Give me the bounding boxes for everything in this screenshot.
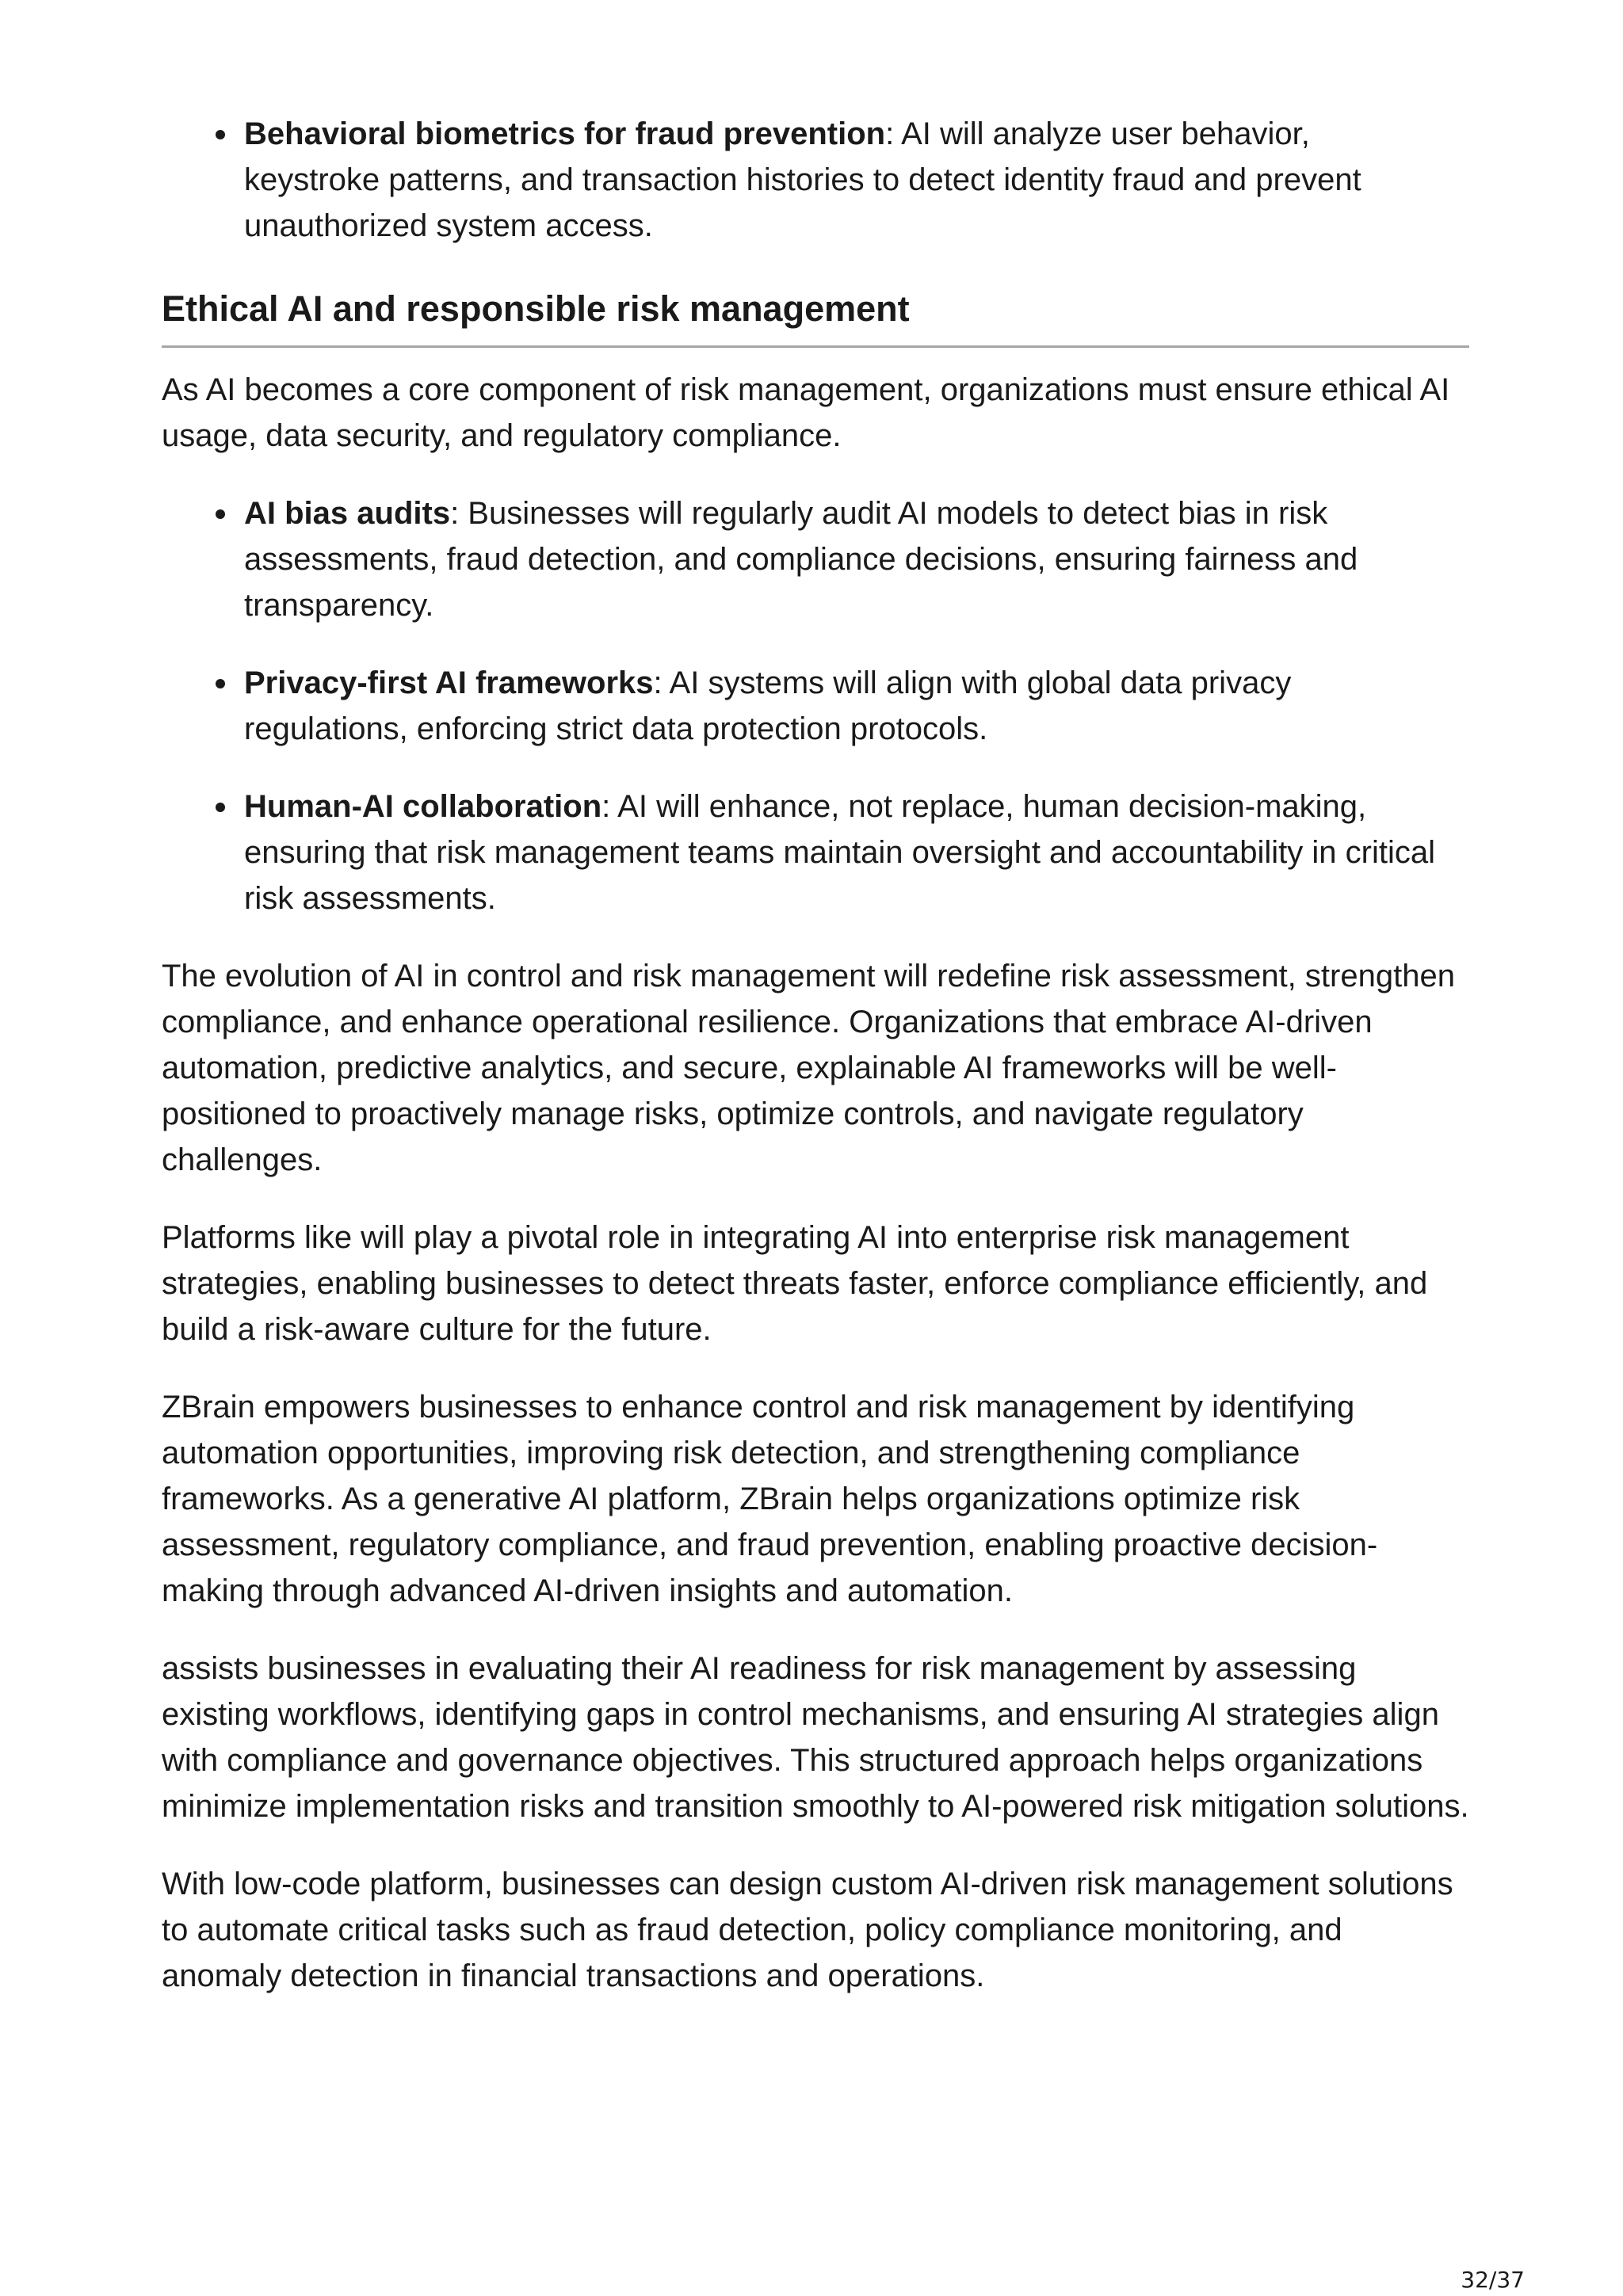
list-item-text: : AI will analyze user behavior, keystroke patterns, and transaction histories to detect identity fraud and prevent unauthorized system access. — [244, 116, 1361, 243]
paragraph: ZBrain empowers businesses to enhance control and risk management by identifying automation opportunities, improving risk detection, and strengthening compliance frameworks. As a generative AI platform, ZBrain helps organizations optimize risk assessment, regulatory compliance, and fraud prevention, enabling proactive decision-making through advanced AI-driven insights and automation. — [162, 1390, 1378, 1608]
bullet-list — [162, 111, 1469, 249]
page-number: 32/37 — [1461, 2267, 1525, 2293]
list-item-term: Privacy-first AI frameworks — [244, 666, 654, 700]
list-item-term: Human-AI collaboration — [244, 789, 602, 824]
list-item-text: : AI systems will align with global data privacy regulations, enforcing strict data protection protocols. — [244, 666, 1292, 746]
list-item — [244, 784, 1469, 921]
section-heading: Ethical AI and responsible risk management — [162, 287, 1469, 348]
paragraph: assists businesses in evaluating their AI readiness for risk management by assessing existing workflows, identifying gaps in control mechanisms, and ensuring AI strategies align with compliance and governance objectives. This structured approach helps organizations minimize implementation risks and transition smoothly to AI-powered risk mitigation solutions. — [162, 1651, 1469, 1824]
list-item — [244, 490, 1469, 628]
list-item-text: : AI will enhance, not replace, human decision-making, ensuring that risk management teams maintain oversight and accountability in critical risk assessments. — [244, 789, 1435, 916]
bullet-list — [162, 490, 1469, 921]
document-page — [162, 111, 1469, 2031]
section-intro: As AI becomes a core component of risk management, organizations must ensure ethical AI usage, data security, and regulatory compliance. — [162, 372, 1450, 453]
list-item-term: Behavioral biometrics for fraud prevention — [244, 116, 886, 151]
list-item — [244, 111, 1469, 249]
list-item-term: AI bias audits — [244, 496, 451, 531]
list-item — [244, 660, 1469, 752]
paragraph: The evolution of AI in control and risk management will redefine risk assessment, strengthen compliance, and enhance operational resilience. Organizations that embrace AI-driven automation, predictive analytics, and secure, explainable AI frameworks will be well-positioned to proactively manage risks, optimize controls, and navigate regulatory challenges. — [162, 959, 1455, 1177]
list-item-text: : Businesses will regularly audit AI models to detect bias in risk assessments, fraud detection, and compliance decisions, ensuring fairness and transparency. — [244, 496, 1358, 623]
paragraph: With low-code platform, businesses can design custom AI-driven risk management solutions to automate critical tasks such as fraud detection, policy compliance monitoring, and anomaly detection in financial transactions and operations. — [162, 1867, 1453, 1993]
paragraph: Platforms like will play a pivotal role in integrating AI into enterprise risk management strategies, enabling businesses to detect threats faster, enforce compliance efficiently, and build a risk-aware culture for the future. — [162, 1220, 1428, 1347]
